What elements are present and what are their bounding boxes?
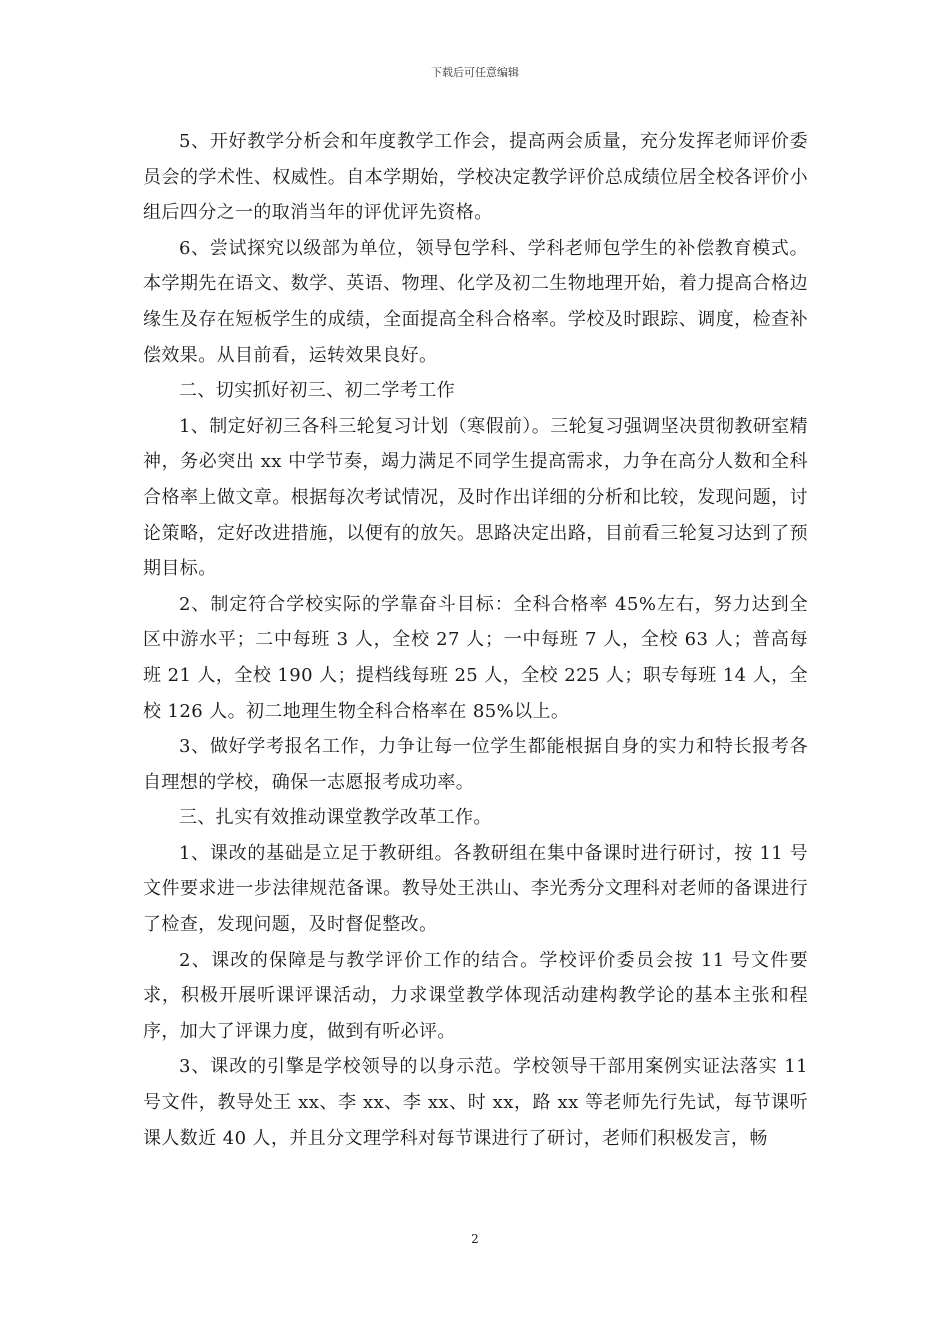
paragraph-item-3-3: 3、课改的引擎是学校领导的以身示范。学校领导干部用案例实证法落实 11 号文件，教导处王 xx、李 xx、李 xx、时 xx，路 xx 等老师先行先试，每节课听课人数近 40 人，并且分文理学科对每节课进行了研讨，老师们积极发言，畅 [143, 1056, 808, 1149]
paragraph-item-3-2: 2、课改的保障是与教学评价工作的结合。学校评价委员会按 11 号文件要求，积极开展听课评课活动，力求课堂教学体现活动建构教学论的基本主张和程序，加大了评课力度，做到有听必评。 [143, 949, 808, 1042]
paragraph-item-5: 5、开好教学分析会和年度教学工作会，提高两会质量，充分发挥老师评价委员会的学术性、权威性。自本学期始，学校决定教学评价总成绩位居全校各评价小组后四分之一的取消当年的评优评先资格。 [143, 131, 808, 224]
page-header: 下载后可任意编辑 [431, 66, 519, 79]
paragraph-item-2-2: 2、制定符合学校实际的学靠奋斗目标：全科合格率 45%左右，努力达到全区中游水平；二中每班 3 人，全校 27 人；一中每班 7 人，全校 63 人；普高每班 21 人，全校 190 人；提档线每班 25 人，全校 225 人；职专每班 14 人，全校 126 人。初二地理生物全科合格率在 85%以上。 [143, 593, 808, 722]
paragraph-item-6: 6、尝试探究以级部为单位，领导包学科、学科老师包学生的补偿教育模式。本学期先在语文、数学、英语、物理、化学及初二生物地理开始，着力提高合格边缘生及存在短板学生的成绩，全面提高全科合格率。学校及时跟踪、调度，检查补偿效果。从目前看，运转效果良好。 [143, 237, 808, 366]
paragraph-item-2-3: 3、做好学考报名工作，力争让每一位学生都能根据自身的实力和特长报考各自理想的学校，确保一志愿报考成功率。 [143, 736, 808, 793]
section-heading-3: 三、扎实有效推动课堂教学改革工作。 [179, 807, 492, 829]
page-number: 2 [471, 1232, 479, 1246]
paragraph-item-3-1: 1、课改的基础是立足于教研组。各教研组在集中备课时进行研讨，按 11 号文件要求进一步法律规范备课。教导处王洪山、李光秀分文理科对老师的备课进行了检查，发现问题，及时督促整改。 [143, 842, 808, 936]
paragraph-item-2-1: 1、制定好初三各科三轮复习计划（寒假前）。三轮复习强调坚决贯彻教研室精神，务必突出 xx 中学节奏，竭力满足不同学生提高需求，力争在高分人数和全科合格率上做文章。根据每次考试情况，及时作出详细的分析和比较，发现问题，讨论策略，定好改进措施，以便有的放矢。思路决定出路，目前看三轮复习达到了预期目标。 [143, 415, 808, 580]
section-heading-2: 二、切实抓好初三、初二学考工作 [179, 380, 455, 402]
document-body [143, 124, 808, 1156]
